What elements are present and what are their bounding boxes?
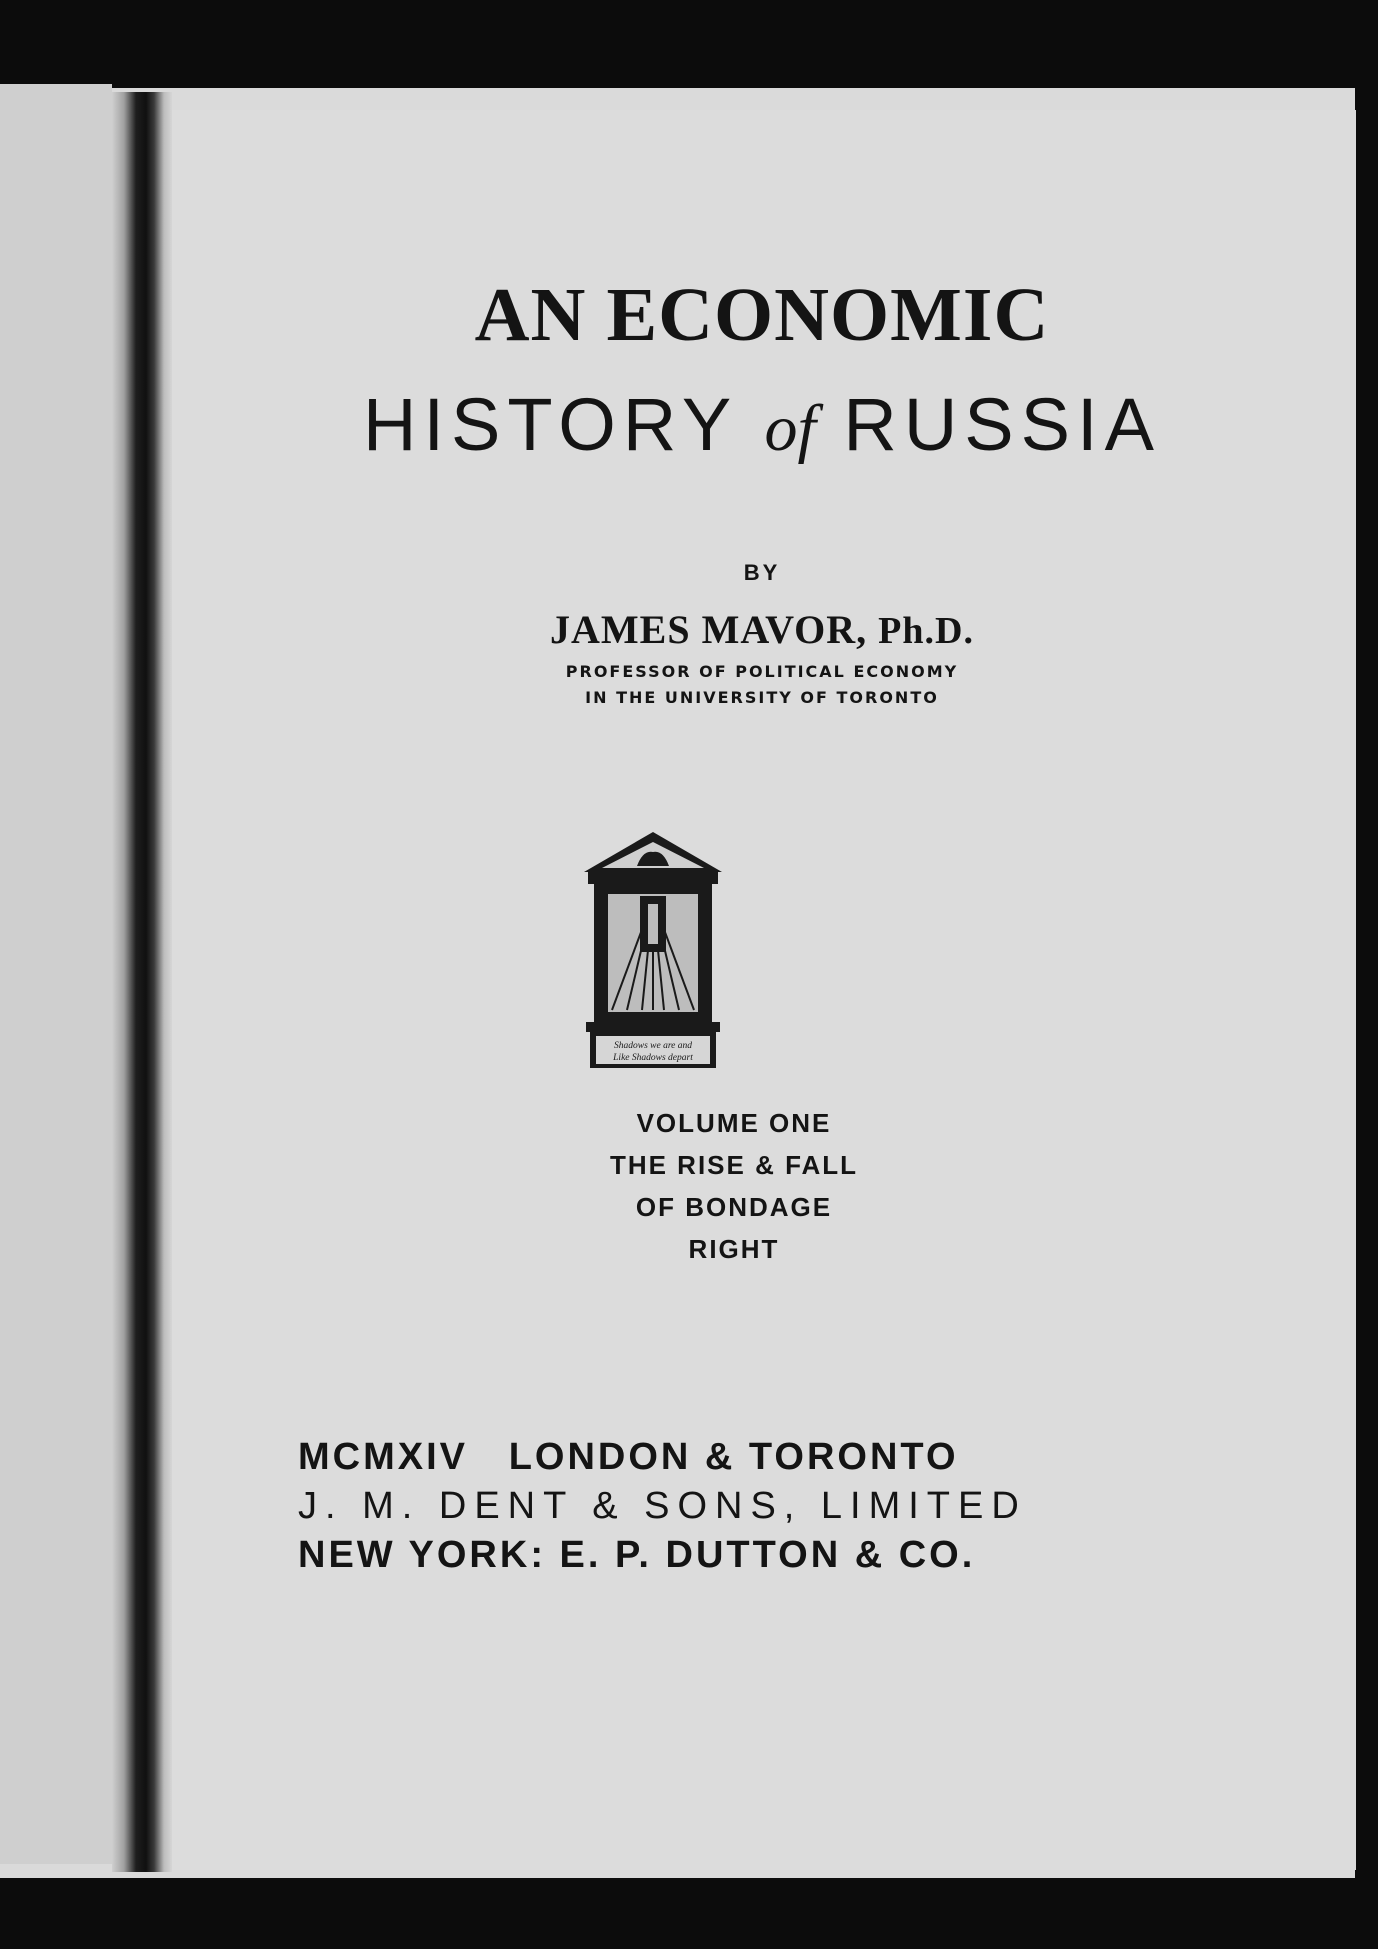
volume-line-2: THE RISE & FALL bbox=[609, 1150, 859, 1180]
affiliation-line-1: PROFESSOR OF POLITICAL ECONOMY bbox=[565, 662, 959, 681]
book-gutter bbox=[112, 92, 172, 1872]
imprint-publisher: J. M. DENT & SONS, LIMITED bbox=[298, 1485, 1027, 1527]
imprint-place: LONDON & TORONTO bbox=[508, 1436, 959, 1478]
title-history: HISTORY bbox=[363, 383, 737, 466]
emblem-motto-line-1: Shadows we are and bbox=[613, 1041, 693, 1051]
author-line bbox=[168, 606, 1356, 653]
title-russia: RUSSIA bbox=[843, 383, 1161, 466]
emblem-motto-line-2: Like Shadows depart bbox=[613, 1053, 693, 1063]
title-of: of bbox=[764, 392, 816, 465]
imprint-new-york: NEW YORK: E. P. DUTTON & CO. bbox=[298, 1534, 976, 1576]
volume-line-4: RIGHT bbox=[688, 1234, 780, 1264]
left-page-edge bbox=[0, 84, 112, 1864]
title-line-2 bbox=[168, 382, 1356, 467]
imprint-line-1 bbox=[298, 1436, 998, 1479]
imprint-year: MCMXIV bbox=[298, 1436, 468, 1478]
author-degree: Ph.D. bbox=[878, 610, 974, 652]
by-line: BY bbox=[743, 560, 781, 585]
volume-line-3: OF BONDAGE bbox=[635, 1192, 833, 1222]
author-name: JAMES MAVOR, bbox=[550, 607, 868, 652]
title-line-1: AN ECONOMIC bbox=[474, 273, 1050, 357]
sundial-emblem-icon bbox=[582, 830, 724, 1070]
affiliation-line-2: IN THE UNIVERSITY OF TORONTO bbox=[585, 688, 939, 707]
title-page bbox=[168, 110, 1356, 1870]
volume-line-1: VOLUME ONE bbox=[636, 1108, 832, 1138]
